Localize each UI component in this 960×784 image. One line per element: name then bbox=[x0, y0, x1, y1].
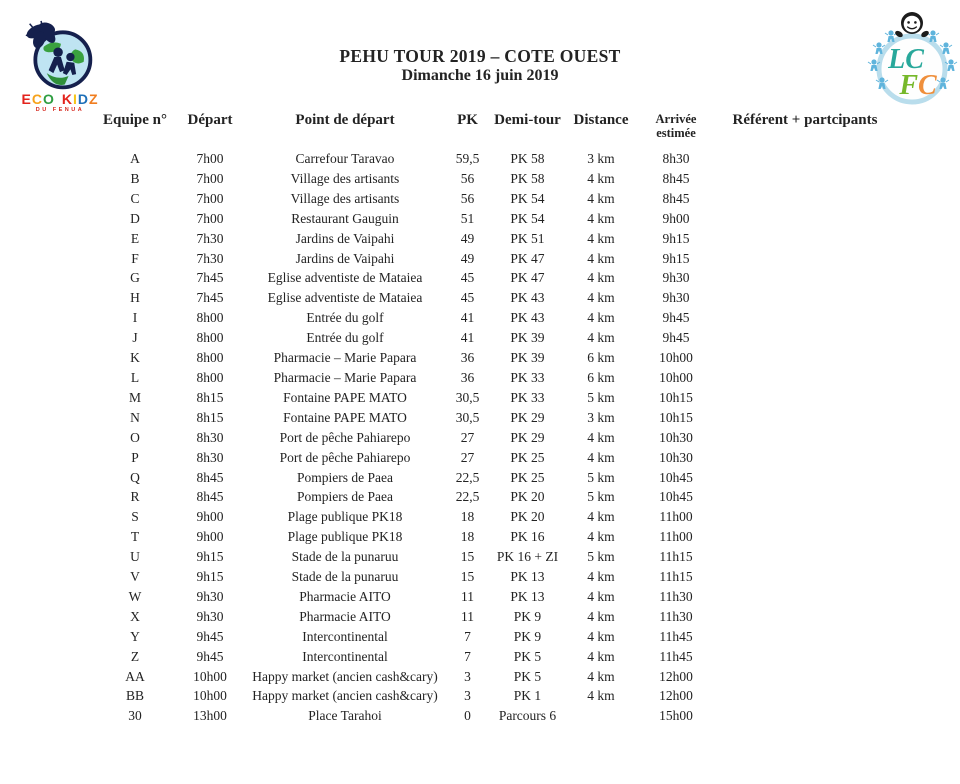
arrivee-cell: 10h30 bbox=[659, 449, 693, 465]
arrivee-cell: 10h30 bbox=[659, 429, 693, 445]
point-cell: Happy market (ancien cash&cary) bbox=[252, 668, 438, 684]
point-cell: Plage publique PK18 bbox=[287, 509, 403, 525]
depart-cell: 9h30 bbox=[196, 608, 224, 624]
column-header-distance: Distance bbox=[573, 112, 629, 128]
equipe-cell: O bbox=[130, 429, 140, 445]
arrivee-cell: 10h45 bbox=[659, 489, 693, 505]
table-row bbox=[95, 169, 895, 189]
eco-kidz-letter: K bbox=[61, 91, 73, 107]
depart-cell: 8h00 bbox=[196, 330, 224, 346]
distance-cell: 4 km bbox=[587, 170, 615, 186]
table-row bbox=[95, 527, 895, 547]
pk-cell: 11 bbox=[461, 608, 474, 624]
distance-cell: 4 km bbox=[587, 588, 615, 604]
arrivee-cell: 8h45 bbox=[662, 170, 690, 186]
equipe-cell: U bbox=[130, 549, 140, 565]
demi_tour-cell: PK 39 bbox=[510, 330, 545, 346]
referent-cell bbox=[715, 507, 895, 527]
point-cell: Village des artisants bbox=[290, 170, 400, 186]
equipe-cell: L bbox=[130, 369, 140, 385]
distance-cell: 4 km bbox=[587, 449, 615, 465]
referent-cell bbox=[715, 408, 895, 428]
pk-cell: 18 bbox=[460, 529, 475, 545]
equipe-cell: D bbox=[130, 210, 140, 226]
point-cell: Entrée du golf bbox=[306, 330, 384, 346]
arrivee-cell: 11h45 bbox=[659, 648, 693, 664]
arrivee-cell: 8h30 bbox=[662, 151, 690, 166]
arrivee-cell: 8h45 bbox=[662, 190, 690, 206]
arrivee-cell: 15h00 bbox=[659, 708, 693, 724]
referent-cell bbox=[715, 388, 895, 408]
distance-cell: 5 km bbox=[587, 469, 615, 485]
depart-cell: 7h00 bbox=[196, 170, 224, 186]
demi_tour-cell: PK 43 bbox=[510, 310, 545, 326]
distance-cell: 4 km bbox=[587, 250, 615, 266]
pk-cell: 7 bbox=[464, 648, 471, 664]
column-header-pk: PK bbox=[457, 112, 478, 128]
demi_tour-cell: PK 16 + ZI bbox=[496, 549, 559, 565]
eco-kidz-letter: E bbox=[21, 91, 32, 107]
table-row bbox=[95, 149, 895, 169]
lcfc-letter-c: C bbox=[918, 70, 937, 101]
equipe-cell: 30 bbox=[128, 708, 142, 724]
demi_tour-cell: PK 58 bbox=[510, 151, 545, 166]
demi_tour-cell: PK 20 bbox=[510, 509, 545, 525]
equipe-cell: I bbox=[132, 310, 138, 326]
demi_tour-cell: PK 43 bbox=[510, 290, 545, 306]
equipe-cell: N bbox=[130, 409, 140, 425]
depart-cell: 9h00 bbox=[196, 529, 224, 545]
depart-cell: 9h15 bbox=[196, 549, 224, 565]
table-row bbox=[95, 627, 895, 647]
referent-cell bbox=[715, 169, 895, 189]
point-cell: Happy market (ancien cash&cary) bbox=[252, 688, 438, 704]
arrivee-cell: 11h00 bbox=[659, 529, 693, 545]
point-cell: Fontaine PAPE MATO bbox=[283, 389, 407, 405]
table-row bbox=[95, 388, 895, 408]
table-row bbox=[95, 706, 895, 726]
distance-cell: 4 km bbox=[587, 509, 615, 525]
arrivee-cell: 9h30 bbox=[662, 290, 690, 306]
demi_tour-cell: PK 25 bbox=[510, 469, 545, 485]
schedule-table-body bbox=[95, 149, 895, 726]
pk-cell: 0 bbox=[464, 708, 471, 724]
pk-cell: 27 bbox=[460, 449, 475, 465]
pk-cell: 22,5 bbox=[455, 489, 480, 505]
referent-cell bbox=[715, 428, 895, 448]
demi_tour-cell: PK 54 bbox=[510, 210, 545, 226]
equipe-cell: E bbox=[130, 230, 140, 246]
demi_tour-cell: PK 29 bbox=[510, 429, 545, 445]
referent-cell bbox=[715, 547, 895, 567]
equipe-cell: F bbox=[131, 250, 139, 266]
distance-cell: 4 km bbox=[587, 668, 615, 684]
arrivee-cell: 12h00 bbox=[659, 668, 693, 684]
arrivee-cell: 11h45 bbox=[659, 628, 693, 644]
referent-cell bbox=[715, 268, 895, 288]
point-cell: Fontaine PAPE MATO bbox=[283, 409, 407, 425]
demi_tour-cell: PK 33 bbox=[510, 369, 545, 385]
pk-cell: 22,5 bbox=[455, 469, 480, 485]
table-row bbox=[95, 348, 895, 368]
demi_tour-cell: PK 47 bbox=[510, 250, 545, 266]
arrivee-cell: 11h00 bbox=[659, 509, 693, 525]
referent-cell bbox=[715, 348, 895, 368]
referent-cell bbox=[715, 647, 895, 667]
equipe-cell: X bbox=[130, 608, 140, 624]
distance-cell: 4 km bbox=[587, 270, 615, 286]
depart-cell: 9h45 bbox=[196, 628, 224, 644]
referent-cell bbox=[715, 567, 895, 587]
distance-cell: 4 km bbox=[587, 290, 615, 306]
point-cell: Pharmacie AITO bbox=[299, 588, 391, 604]
depart-cell: 13h00 bbox=[193, 708, 227, 724]
table-row bbox=[95, 328, 895, 348]
depart-cell: 8h00 bbox=[196, 350, 224, 366]
equipe-cell: AA bbox=[125, 668, 145, 684]
distance-cell bbox=[565, 706, 637, 726]
referent-cell bbox=[715, 448, 895, 468]
arrivee-cell: 9h30 bbox=[662, 270, 690, 286]
lcfc-letters-fc bbox=[898, 70, 937, 101]
table-row bbox=[95, 487, 895, 507]
depart-cell: 8h15 bbox=[196, 409, 224, 425]
distance-cell: 3 km bbox=[587, 409, 615, 425]
point-cell: Port de pêche Pahiarepo bbox=[279, 449, 411, 465]
pk-cell: 15 bbox=[460, 549, 475, 565]
equipe-cell: P bbox=[131, 449, 139, 465]
lcfc-letter-f: F bbox=[899, 70, 918, 101]
depart-cell: 9h00 bbox=[196, 509, 224, 525]
equipe-cell: K bbox=[130, 350, 140, 366]
referent-cell bbox=[715, 587, 895, 607]
arrivee-cell: 12h00 bbox=[659, 688, 693, 704]
demi_tour-cell: PK 29 bbox=[510, 409, 545, 425]
column-header-point: Point de départ bbox=[295, 112, 395, 128]
eco-kidz-wordmark bbox=[8, 92, 112, 106]
distance-cell: 4 km bbox=[587, 310, 615, 326]
demi_tour-cell: PK 13 bbox=[510, 588, 545, 604]
pk-cell: 51 bbox=[460, 210, 475, 226]
pk-cell: 3 bbox=[464, 688, 471, 704]
depart-cell: 8h30 bbox=[196, 449, 224, 465]
referent-cell bbox=[715, 189, 895, 209]
referent-cell bbox=[715, 667, 895, 687]
equipe-cell: G bbox=[130, 270, 140, 286]
equipe-cell: W bbox=[128, 588, 142, 604]
pk-cell: 27 bbox=[460, 429, 475, 445]
referent-cell bbox=[715, 487, 895, 507]
eco-kidz-tagline: DU FENUA bbox=[35, 107, 85, 113]
eco-kidz-word bbox=[62, 92, 99, 106]
table-row bbox=[95, 209, 895, 229]
depart-cell: 7h00 bbox=[196, 151, 224, 166]
arrivee-cell: 11h30 bbox=[659, 588, 693, 604]
depart-cell: 7h00 bbox=[196, 190, 224, 206]
page-subtitle: Dimanche 16 juin 2019 bbox=[401, 67, 559, 84]
depart-cell: 9h45 bbox=[196, 648, 224, 664]
pk-cell: 45 bbox=[460, 270, 475, 286]
referent-cell bbox=[715, 288, 895, 308]
arrivee-cell: 10h15 bbox=[659, 409, 693, 425]
pk-cell: 15 bbox=[460, 569, 475, 585]
depart-cell: 8h45 bbox=[196, 469, 224, 485]
depart-cell: 10h00 bbox=[193, 688, 227, 704]
pk-cell: 49 bbox=[460, 250, 475, 266]
arrivee-cell: 10h00 bbox=[659, 350, 693, 366]
demi_tour-cell: PK 39 bbox=[510, 350, 545, 366]
point-cell: Pharmacie AITO bbox=[299, 608, 391, 624]
eco-kidz-letter: C bbox=[31, 91, 43, 107]
referent-cell bbox=[715, 249, 895, 269]
eco-kidz-letter: I bbox=[72, 91, 78, 107]
pk-cell: 3 bbox=[464, 668, 471, 684]
point-cell: Intercontinental bbox=[302, 628, 388, 644]
equipe-cell: C bbox=[130, 190, 140, 206]
lcfc-club-icon bbox=[866, 6, 960, 112]
depart-cell: 8h30 bbox=[196, 429, 224, 445]
point-cell: Jardins de Vaipahi bbox=[295, 250, 395, 266]
point-cell: Eglise adventiste de Mataiea bbox=[267, 290, 423, 306]
demi_tour-cell: PK 33 bbox=[510, 389, 545, 405]
point-cell: Pharmacie – Marie Papara bbox=[273, 369, 417, 385]
arrivee-cell: 9h45 bbox=[662, 310, 690, 326]
distance-cell: 4 km bbox=[587, 648, 615, 664]
point-cell: Eglise adventiste de Mataiea bbox=[267, 270, 423, 286]
column-header-arrivee: Arrivée estimée bbox=[655, 112, 697, 140]
arrivee-cell: 10h00 bbox=[659, 369, 693, 385]
depart-cell: 8h00 bbox=[196, 369, 224, 385]
distance-cell: 3 km bbox=[587, 151, 615, 166]
demi_tour-cell: PK 5 bbox=[513, 668, 542, 684]
distance-cell: 6 km bbox=[587, 350, 615, 366]
table-row bbox=[95, 686, 895, 706]
point-cell: Carrefour Taravao bbox=[295, 151, 395, 166]
arrivee-cell: 10h45 bbox=[659, 469, 693, 485]
point-cell: Pompiers de Paea bbox=[297, 489, 393, 505]
equipe-cell: Q bbox=[130, 469, 140, 485]
schedule-table-head bbox=[95, 112, 895, 149]
referent-cell bbox=[715, 209, 895, 229]
referent-cell bbox=[715, 149, 895, 169]
distance-cell: 4 km bbox=[587, 230, 615, 246]
eco-kidz-letter: D bbox=[77, 91, 89, 107]
table-row bbox=[95, 667, 895, 687]
pk-cell: 30,5 bbox=[455, 409, 480, 425]
equipe-cell: H bbox=[130, 290, 140, 306]
table-row bbox=[95, 468, 895, 488]
pk-cell: 59,5 bbox=[455, 151, 480, 166]
demi_tour-cell: PK 51 bbox=[510, 230, 545, 246]
lcfc-logo bbox=[866, 6, 960, 112]
equipe-cell: BB bbox=[125, 688, 144, 704]
referent-cell bbox=[715, 328, 895, 348]
column-header-equipe: Equipe n° bbox=[103, 112, 167, 128]
point-cell: Entrée du golf bbox=[306, 310, 384, 326]
pk-cell: 7 bbox=[464, 628, 471, 644]
table-row bbox=[95, 607, 895, 627]
demi_tour-cell: PK 58 bbox=[510, 170, 545, 186]
depart-cell: 7h00 bbox=[196, 210, 224, 226]
demi_tour-cell: PK 1 bbox=[513, 688, 542, 704]
arrivee-cell: 9h00 bbox=[662, 210, 690, 226]
distance-cell: 4 km bbox=[587, 529, 615, 545]
point-cell: Place Tarahoi bbox=[308, 708, 382, 724]
column-header-depart: Départ bbox=[187, 112, 233, 128]
pk-cell: 30,5 bbox=[455, 389, 480, 405]
table-row bbox=[95, 647, 895, 667]
table-row bbox=[95, 368, 895, 388]
pk-cell: 56 bbox=[460, 170, 475, 186]
column-header-demi_tour: Demi-tour bbox=[494, 112, 561, 128]
arrivee-cell: 11h30 bbox=[659, 608, 693, 624]
referent-cell bbox=[715, 368, 895, 388]
depart-cell: 8h15 bbox=[196, 389, 224, 405]
referent-cell bbox=[715, 706, 895, 726]
pk-cell: 11 bbox=[461, 588, 474, 604]
pk-cell: 49 bbox=[460, 230, 475, 246]
arrivee-cell: 11h15 bbox=[659, 569, 693, 585]
table-row bbox=[95, 408, 895, 428]
depart-cell: 9h30 bbox=[196, 588, 224, 604]
demi_tour-cell: PK 54 bbox=[510, 190, 545, 206]
equipe-cell: J bbox=[132, 330, 138, 346]
distance-cell: 4 km bbox=[587, 688, 615, 704]
depart-cell: 9h15 bbox=[196, 569, 224, 585]
equipe-cell: M bbox=[128, 389, 141, 405]
table-row bbox=[95, 249, 895, 269]
pk-cell: 36 bbox=[460, 350, 475, 366]
demi_tour-cell: PK 16 bbox=[510, 529, 545, 545]
point-cell: Stade de la punaruu bbox=[291, 569, 399, 585]
referent-cell bbox=[715, 527, 895, 547]
equipe-cell: Z bbox=[130, 648, 140, 664]
distance-cell: 5 km bbox=[587, 489, 615, 505]
column-header-referent: Référent + partcipants bbox=[732, 112, 878, 128]
distance-cell: 4 km bbox=[587, 429, 615, 445]
table-row bbox=[95, 288, 895, 308]
demi_tour-cell: PK 25 bbox=[510, 449, 545, 465]
depart-cell: 8h00 bbox=[196, 310, 224, 326]
point-cell: Intercontinental bbox=[302, 648, 388, 664]
point-cell: Jardins de Vaipahi bbox=[295, 230, 395, 246]
equipe-cell: T bbox=[130, 529, 140, 545]
arrivee-cell: 9h45 bbox=[662, 330, 690, 346]
pk-cell: 36 bbox=[460, 369, 475, 385]
table-row bbox=[95, 229, 895, 249]
distance-cell: 4 km bbox=[587, 210, 615, 226]
schedule-table bbox=[95, 112, 895, 726]
pk-cell: 18 bbox=[460, 509, 475, 525]
table-header-row bbox=[95, 112, 895, 149]
table-row bbox=[95, 547, 895, 567]
depart-cell: 7h30 bbox=[196, 230, 224, 246]
pk-cell: 45 bbox=[460, 290, 475, 306]
depart-cell: 7h45 bbox=[196, 290, 224, 306]
arrivee-cell: 9h15 bbox=[662, 230, 690, 246]
equipe-cell: Y bbox=[130, 628, 140, 644]
equipe-cell: V bbox=[130, 569, 140, 585]
equipe-cell: A bbox=[130, 151, 140, 166]
table-row bbox=[95, 567, 895, 587]
pk-cell: 56 bbox=[460, 190, 475, 206]
demi_tour-cell: Parcours 6 bbox=[498, 708, 557, 724]
demi_tour-cell: PK 9 bbox=[513, 628, 542, 644]
demi_tour-cell: PK 9 bbox=[513, 608, 542, 624]
distance-cell: 4 km bbox=[587, 330, 615, 346]
table-row bbox=[95, 268, 895, 288]
lcfc-letters-lc: LC bbox=[888, 44, 924, 75]
distance-cell: 4 km bbox=[587, 628, 615, 644]
arrivee-cell: 10h15 bbox=[659, 389, 693, 405]
point-cell: Plage publique PK18 bbox=[287, 529, 403, 545]
equipe-cell: B bbox=[130, 170, 140, 186]
point-cell: Restaurant Gauguin bbox=[291, 210, 399, 226]
point-cell: Pompiers de Paea bbox=[297, 469, 393, 485]
eco-kidz-letter: Z bbox=[88, 91, 99, 107]
referent-cell bbox=[715, 468, 895, 488]
distance-cell: 4 km bbox=[587, 190, 615, 206]
depart-cell: 8h45 bbox=[196, 489, 224, 505]
table-row bbox=[95, 507, 895, 527]
depart-cell: 10h00 bbox=[193, 668, 227, 684]
arrivee-cell: 9h15 bbox=[662, 250, 690, 266]
referent-cell bbox=[715, 627, 895, 647]
point-cell: Stade de la punaruu bbox=[291, 549, 399, 565]
eco-kidz-letter: O bbox=[42, 91, 55, 107]
pk-cell: 41 bbox=[460, 310, 475, 326]
table-row bbox=[95, 189, 895, 209]
distance-cell: 6 km bbox=[587, 369, 615, 385]
point-cell: Pharmacie – Marie Papara bbox=[273, 350, 417, 366]
referent-cell bbox=[715, 607, 895, 627]
demi_tour-cell: PK 5 bbox=[513, 648, 542, 664]
distance-cell: 4 km bbox=[587, 569, 615, 585]
table-row bbox=[95, 587, 895, 607]
demi_tour-cell: PK 47 bbox=[510, 270, 545, 286]
distance-cell: 4 km bbox=[587, 608, 615, 624]
table-row bbox=[95, 308, 895, 328]
depart-cell: 7h45 bbox=[196, 270, 224, 286]
eco-kidz-word bbox=[21, 92, 54, 106]
page-title: PEHU TOUR 2019 – COTE OUEST bbox=[339, 46, 621, 66]
referent-cell bbox=[715, 308, 895, 328]
referent-cell bbox=[715, 686, 895, 706]
pk-cell: 41 bbox=[460, 330, 475, 346]
arrivee-cell: 11h15 bbox=[659, 549, 693, 565]
document-header bbox=[0, 46, 960, 85]
table-row bbox=[95, 448, 895, 468]
table-row bbox=[95, 428, 895, 448]
distance-cell: 5 km bbox=[587, 389, 615, 405]
point-cell: Village des artisants bbox=[290, 190, 400, 206]
point-cell: Port de pêche Pahiarepo bbox=[279, 429, 411, 445]
equipe-cell: S bbox=[131, 509, 139, 525]
distance-cell: 5 km bbox=[587, 549, 615, 565]
referent-cell bbox=[715, 229, 895, 249]
demi_tour-cell: PK 13 bbox=[510, 569, 545, 585]
depart-cell: 7h30 bbox=[196, 250, 224, 266]
equipe-cell: R bbox=[130, 489, 140, 505]
demi_tour-cell: PK 20 bbox=[510, 489, 545, 505]
